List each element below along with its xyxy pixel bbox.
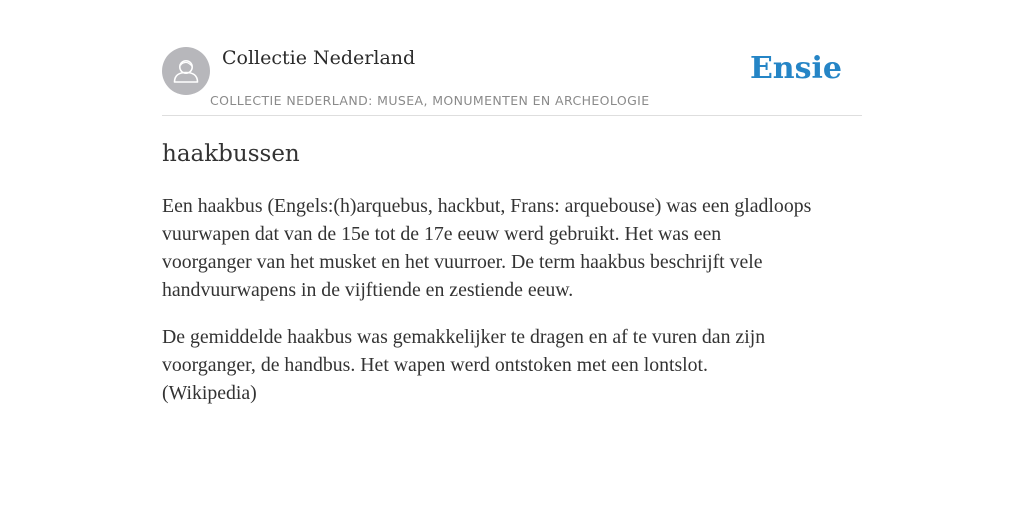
- text-line: handvuurwapens in de vijftiende en zestiende eeuw.: [162, 279, 574, 301]
- text-line: voorganger van het musket en het vuurroer. De term haakbus beschrijft vele: [162, 251, 763, 273]
- entry-title: haakbussen: [162, 141, 300, 167]
- brand-logo[interactable]: Ensie: [749, 51, 842, 86]
- entry-paragraph: [162, 192, 862, 304]
- author-name[interactable]: Collectie Nederland: [222, 47, 416, 69]
- entry-paragraph: [162, 323, 862, 407]
- entry-content: [162, 192, 862, 426]
- text-line: voorganger, de handbus. Het wapen werd ontstoken met een lontslot.: [162, 354, 708, 376]
- user-icon: [162, 47, 210, 95]
- text-line: vuurwapen dat van de 15e tot de 17e eeuw werd gebruikt. Het was een: [162, 223, 722, 245]
- author-avatar[interactable]: [162, 47, 210, 95]
- text-line: De gemiddelde haakbus was gemakkelijker te dragen en af te vuren dan zijn: [162, 326, 766, 348]
- author-subtitle: COLLECTIE NEDERLAND: MUSEA, MONUMENTEN EN ARCHEOLOGIE: [210, 93, 650, 108]
- text-line: (Wikipedia): [162, 382, 257, 404]
- header-divider: [162, 115, 862, 116]
- text-line: Een haakbus (Engels:(h)arquebus, hackbut, Frans: arquebouse) was een gladloops: [162, 195, 812, 217]
